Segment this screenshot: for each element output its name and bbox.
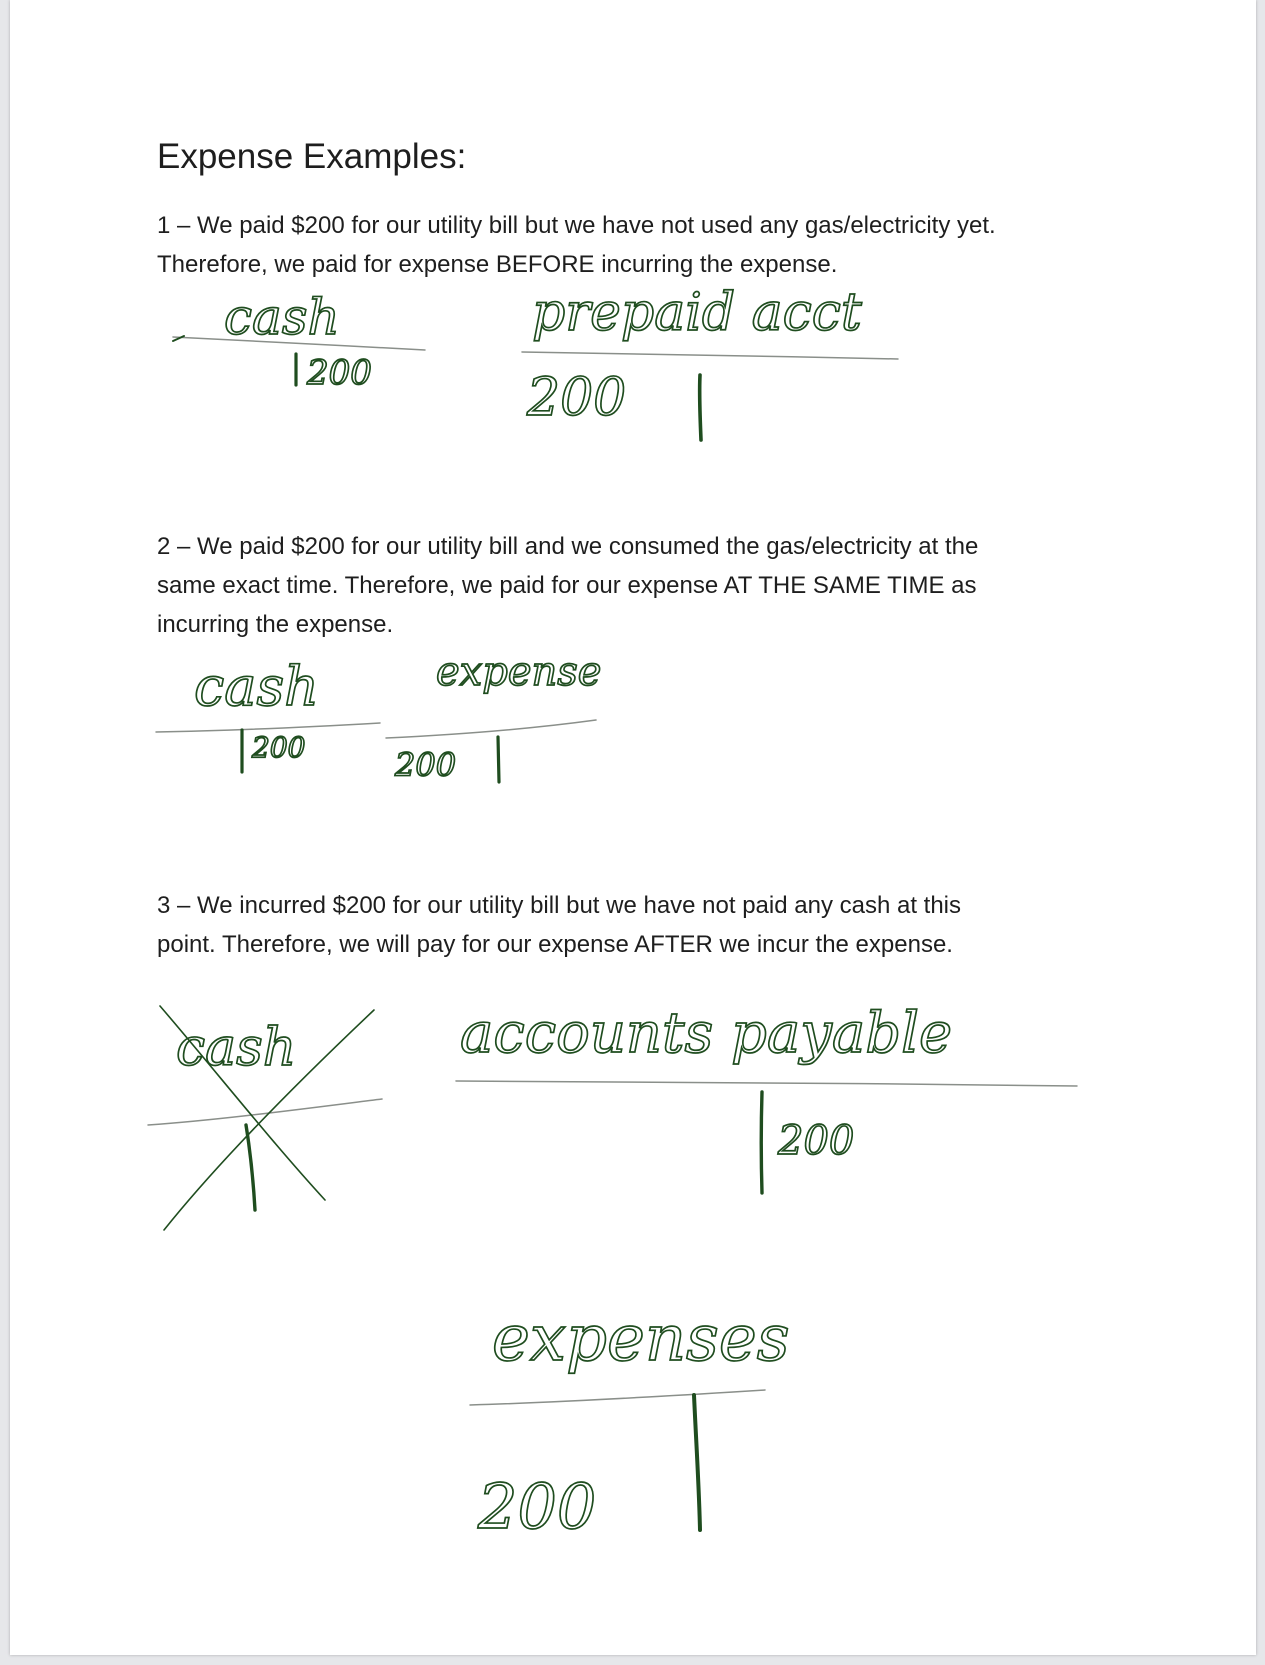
ex2-expense-rule [386, 720, 596, 738]
t-account-ex1-prepaid [522, 283, 898, 440]
ex1-prepaid-rule [522, 352, 898, 359]
example-3-line-1: 3 – We incurred $200 for our utility bill but we have not paid any cash at this [157, 892, 962, 919]
ex2-cash-amount: 200 [252, 731, 306, 764]
example-1-line-1: 1 – We paid $200 for our utility bill but we have not used any gas/electricity yet. [157, 212, 996, 239]
t-account-ex3-cash-crossed [148, 1006, 382, 1230]
t-account-ex2-expense [386, 649, 601, 784]
example-3-line-2: point. Therefore, we will pay for our expense AFTER we incur the expense. [157, 931, 953, 958]
ex3-expenses-title: expenses [492, 1302, 790, 1376]
ex1-cash-title: cash [224, 288, 340, 346]
ex2-expense-stem [498, 737, 499, 782]
ex2-cash-title: cash [194, 655, 319, 718]
example-2-line-1: 2 – We paid $200 for our utility bill and we consumed the gas/electricity at the [157, 533, 979, 560]
ex3-cash-stem [246, 1125, 255, 1210]
ex3-cash-title: cash [176, 1018, 297, 1078]
document-page [10, 0, 1256, 1655]
t-account-ex3-expenses [470, 1302, 790, 1543]
ex3-payable-title: accounts payable [460, 1001, 953, 1066]
ex2-expense-amount: 200 [395, 746, 457, 784]
ex1-prepaid-stem [700, 375, 701, 440]
example-2-line-2: same exact time. Therefore, we paid for our expense AT THE SAME TIME as [157, 572, 977, 599]
ex3-expenses-amount: 200 [478, 1470, 597, 1543]
ex1-prepaid-amount: 200 [527, 368, 627, 428]
handwritten-t-accounts [10, 0, 1256, 1655]
t-account-ex1-cash [173, 288, 425, 393]
ex3-expenses-rule [470, 1390, 765, 1405]
ex1-prepaid-title: prepaid acct [532, 283, 862, 343]
ex3-payable-stem [761, 1092, 762, 1193]
document-heading: Expense Examples: [157, 137, 467, 176]
ex3-payable-amount: 200 [778, 1118, 855, 1164]
ex3-cash-rule [148, 1099, 382, 1125]
ex1-cash-amount: 200 [307, 353, 372, 393]
ex2-expense-title: expense [436, 649, 602, 695]
ex3-expenses-stem [694, 1395, 700, 1530]
example-1-line-2: Therefore, we paid for expense BEFORE incurring the expense. [157, 251, 838, 278]
ex3-payable-rule [456, 1081, 1077, 1086]
t-account-ex3-accounts-payable [456, 1001, 1077, 1193]
t-account-ex2-cash [156, 655, 380, 772]
example-2-line-3: incurring the expense. [157, 611, 394, 638]
